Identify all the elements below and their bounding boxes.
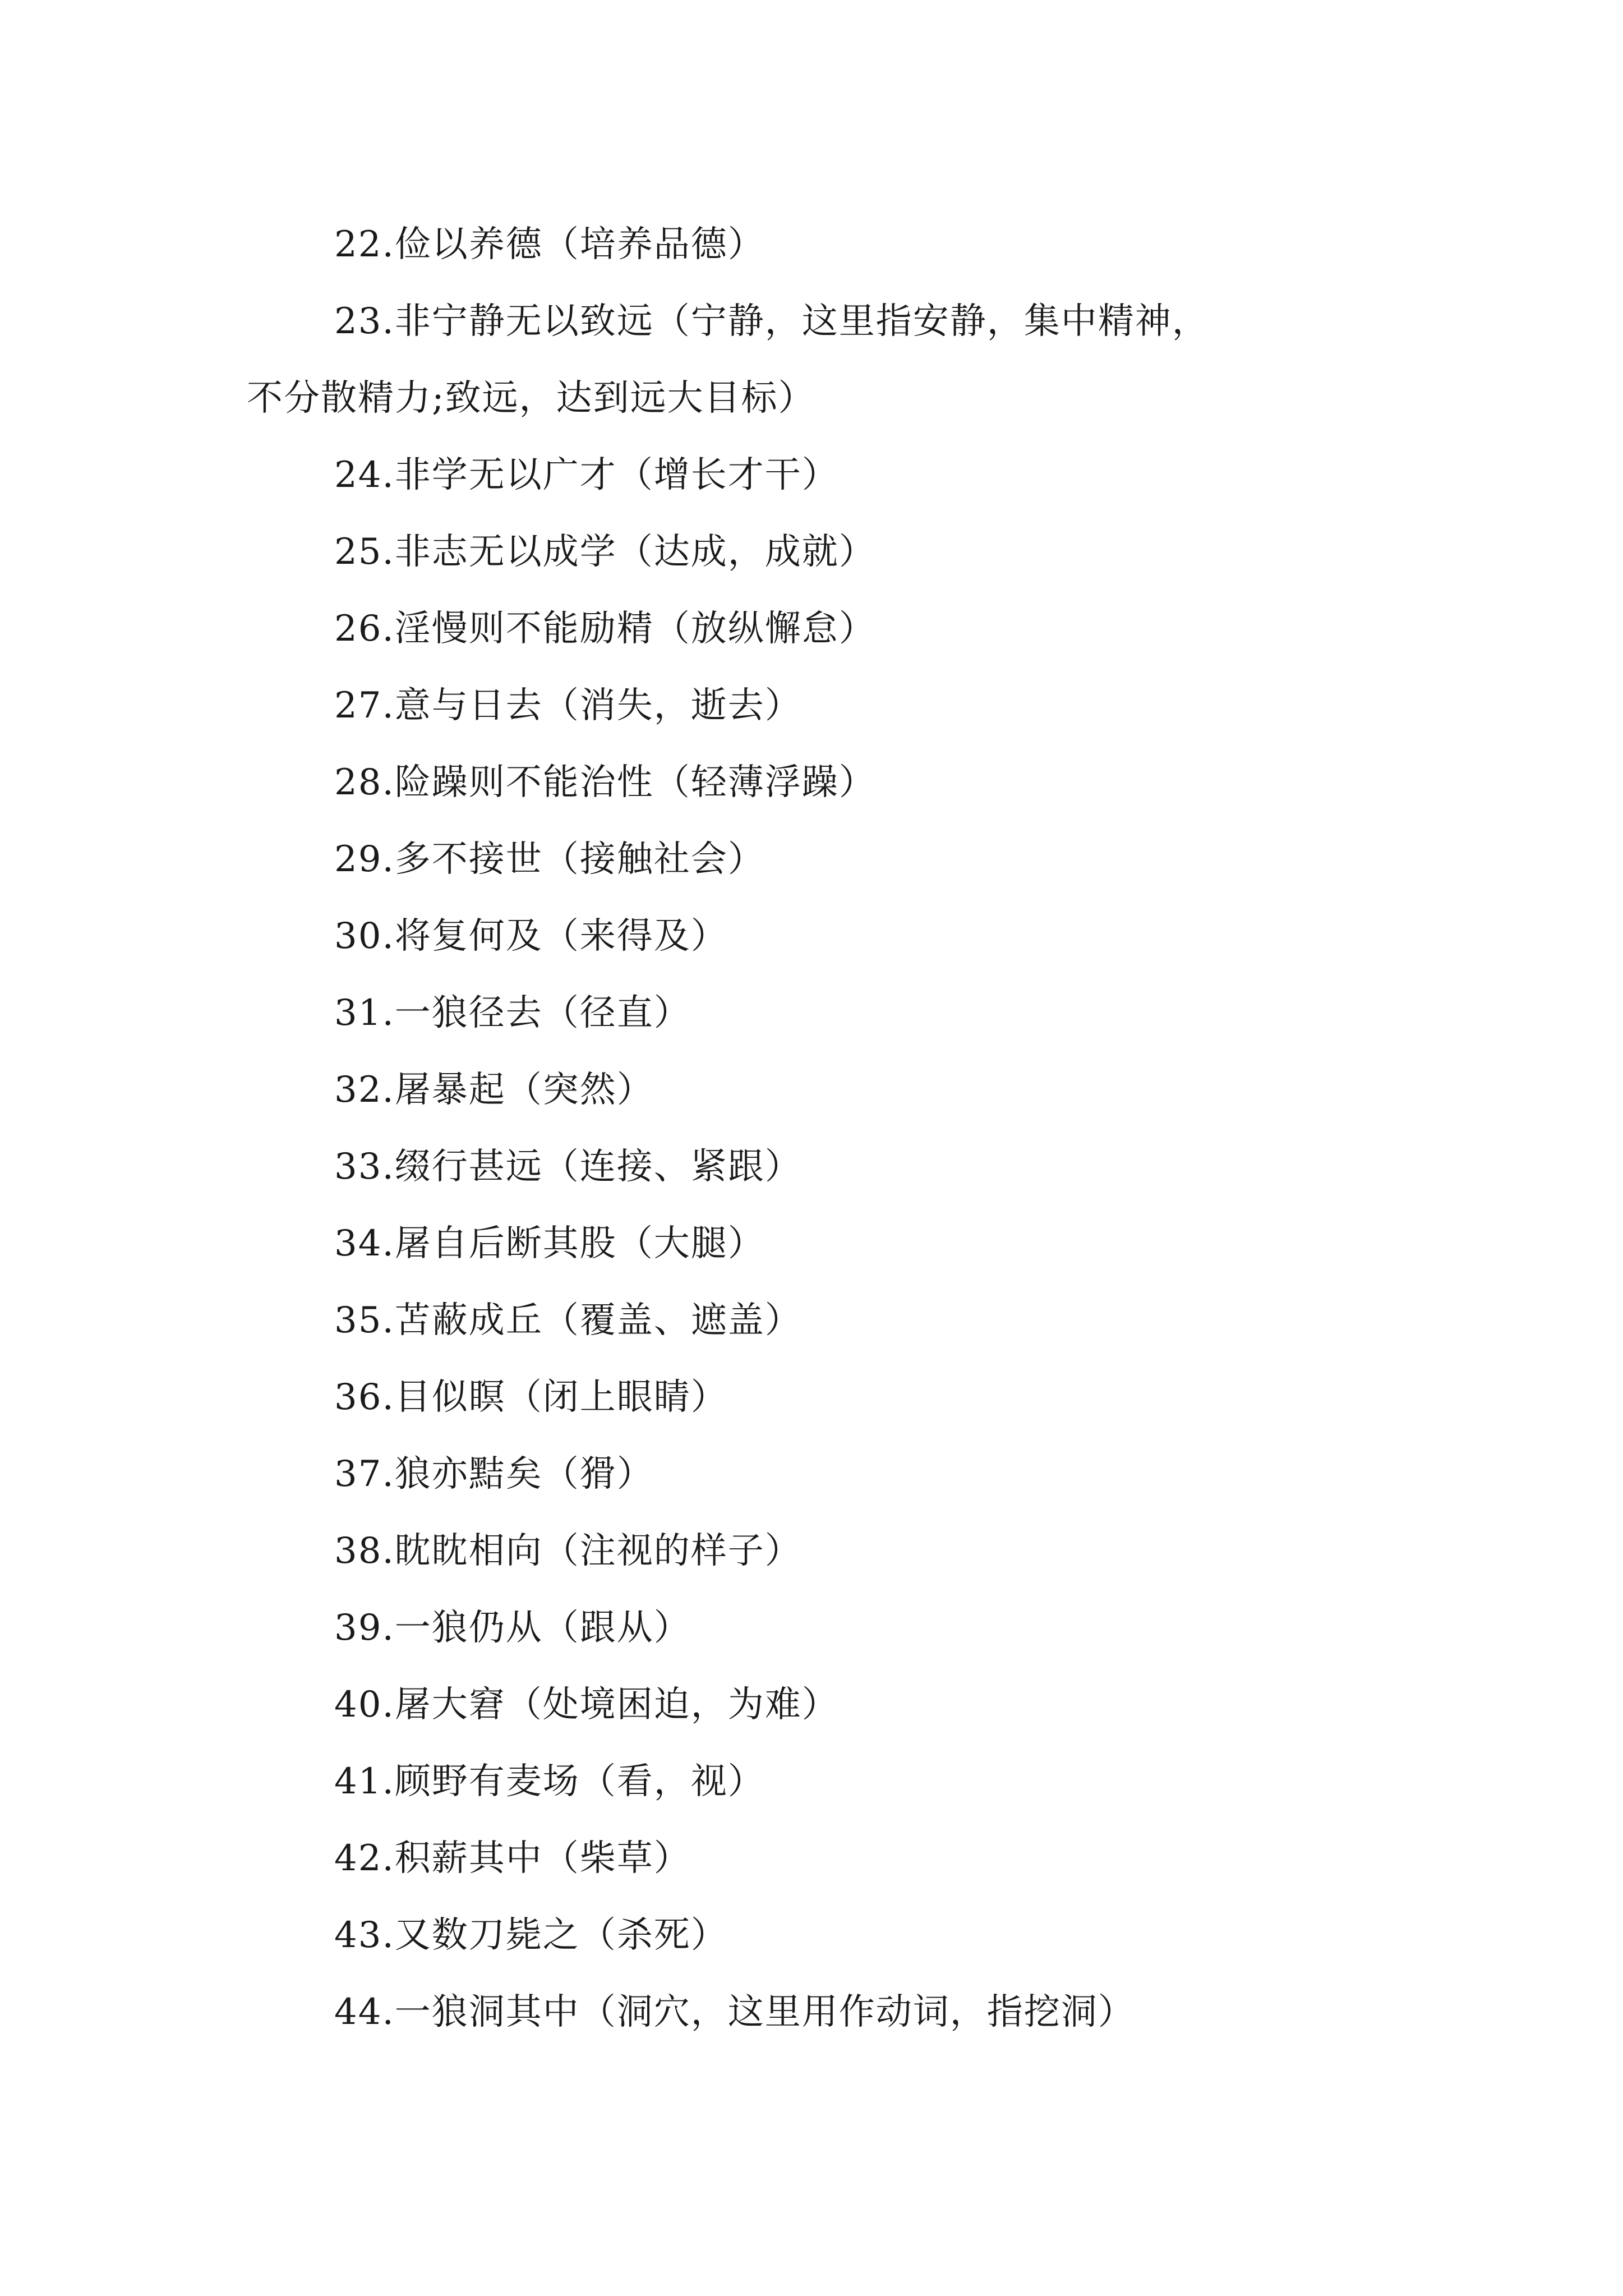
list-item: 32.屠暴起（突然） [334, 1069, 654, 1111]
list-item: 35.苫蔽成丘（覆盖、遮盖） [334, 1300, 802, 1341]
list-item: 44.一狼洞其中（洞穴，这里用作动词，指挖洞） [334, 1991, 1135, 2033]
list-item: 40.屠大窘（处境困迫，为难） [334, 1684, 839, 1726]
list-item: 34.屠自后断其股（大腿） [334, 1223, 765, 1264]
list-item: 39.一狼仍从（跟从） [334, 1607, 691, 1649]
list-item: 27.意与日去（消失，逝去） [334, 685, 802, 726]
list-item: 22.俭以养德（培养品德） [334, 224, 765, 265]
list-item: 29.多不接世（接触社会） [334, 839, 765, 880]
list-item: 42.积薪其中（柴草） [334, 1838, 691, 1879]
list-item: 41.顾野有麦场（看，视） [334, 1761, 765, 1802]
list-item: 23.非宁静无以致远（宁静，这里指安静，集中精神， [334, 301, 1209, 342]
list-item: 31.一狼径去（径直） [334, 992, 691, 1034]
list-item: 24.非学无以广才（增长才干） [334, 454, 839, 496]
text-line-continuation: 不分散精力;致远，达到远大目标） [247, 378, 815, 419]
list-item: 28.险躁则不能治性（轻薄浮躁） [334, 762, 876, 803]
list-item: 30.将复何及（来得及） [334, 915, 728, 957]
list-item: 38.眈眈相向（注视的样子） [334, 1530, 802, 1572]
list-item: 26.淫慢则不能励精（放纵懈怠） [334, 608, 876, 650]
list-item: 36.目似瞑（闭上眼睛） [334, 1377, 728, 1418]
list-item: 33.缀行甚远（连接、紧跟） [334, 1146, 802, 1188]
list-item: 37.狼亦黠矣（猾） [334, 1453, 654, 1495]
list-item: 43.又数刀毙之（杀死） [334, 1915, 728, 1956]
list-item: 25.非志无以成学（达成，成就） [334, 531, 876, 573]
